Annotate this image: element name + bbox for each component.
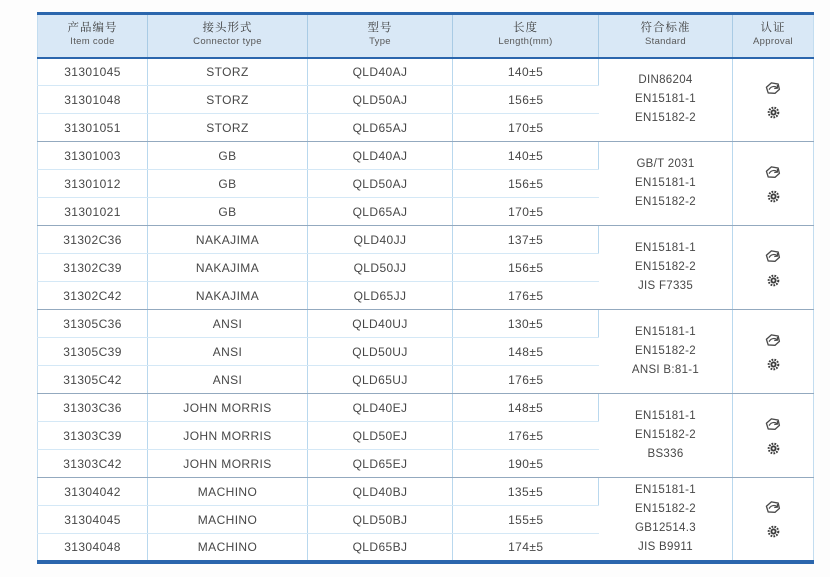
type-cell: QLD65AJ bbox=[308, 114, 453, 142]
standard-line: EN15181-1 bbox=[635, 410, 696, 422]
standard-line: ANSI B:81-1 bbox=[631, 364, 700, 376]
certificate-swoosh-icon bbox=[764, 332, 782, 348]
standards-cell bbox=[599, 142, 733, 226]
type-cell: QLD65JJ bbox=[308, 282, 453, 310]
header-row bbox=[38, 14, 814, 58]
item-code-cell: 31304045 bbox=[38, 506, 148, 534]
length-cell: 174±5 bbox=[453, 534, 599, 562]
connector-type-cell: ANSI bbox=[148, 338, 308, 366]
connector-type-cell: STORZ bbox=[148, 58, 308, 86]
approval-cell bbox=[733, 142, 814, 226]
gear-badge-icon bbox=[764, 357, 782, 372]
gear-badge-icon bbox=[764, 105, 782, 120]
standards-cell bbox=[599, 478, 733, 562]
approval-cell bbox=[733, 226, 814, 310]
header-approval-en: Approval bbox=[753, 36, 793, 48]
connector-type-cell: NAKAJIMA bbox=[148, 254, 308, 282]
approval-cell bbox=[733, 394, 814, 478]
table-header bbox=[38, 14, 814, 58]
gear-badge-icon bbox=[764, 441, 782, 456]
table-row bbox=[38, 310, 814, 338]
standard-line: EN15181-1 bbox=[635, 177, 696, 189]
length-cell: 140±5 bbox=[453, 142, 599, 170]
header-item-code-en: Item code bbox=[70, 36, 115, 48]
length-cell: 148±5 bbox=[453, 394, 599, 422]
standard-line: EN15181-1 bbox=[635, 326, 696, 338]
length-cell: 170±5 bbox=[453, 198, 599, 226]
header-standard-en: Standard bbox=[645, 36, 686, 48]
header-type bbox=[308, 14, 453, 58]
type-cell: QLD65EJ bbox=[308, 450, 453, 478]
table-body bbox=[38, 58, 814, 562]
standard-line: EN15181-1 bbox=[635, 93, 696, 106]
standard-line: EN15182-2 bbox=[635, 196, 696, 208]
connector-type-cell: JOHN MORRIS bbox=[148, 422, 308, 450]
type-cell: QLD50UJ bbox=[308, 338, 453, 366]
header-approval bbox=[733, 14, 814, 58]
connector-type-cell: STORZ bbox=[148, 86, 308, 114]
item-code-cell: 31301021 bbox=[38, 198, 148, 226]
header-connector-type bbox=[148, 14, 308, 58]
type-cell: QLD50JJ bbox=[308, 254, 453, 282]
coupling-table bbox=[37, 12, 814, 564]
standard-line: GB/T 2031 bbox=[636, 158, 695, 170]
certificate-swoosh-icon bbox=[764, 416, 782, 432]
connector-type-cell: STORZ bbox=[148, 114, 308, 142]
type-cell: QLD40BJ bbox=[308, 478, 453, 506]
gear-badge-icon bbox=[764, 273, 782, 288]
header-item-code-zh: 产品编号 bbox=[67, 22, 118, 35]
length-cell: 156±5 bbox=[453, 254, 599, 282]
item-code-cell: 31305C39 bbox=[38, 338, 148, 366]
table-row bbox=[38, 142, 814, 170]
item-code-cell: 31303C36 bbox=[38, 394, 148, 422]
type-cell: QLD65BJ bbox=[308, 534, 453, 562]
type-cell: QLD50AJ bbox=[308, 86, 453, 114]
standard-line: JIS B9911 bbox=[638, 540, 693, 553]
certificate-swoosh-icon bbox=[764, 80, 782, 96]
item-code-cell: 31301051 bbox=[38, 114, 148, 142]
header-length-zh: 长度 bbox=[513, 22, 538, 35]
type-cell: QLD65UJ bbox=[308, 366, 453, 394]
item-code-cell: 31302C42 bbox=[38, 282, 148, 310]
standard-line: EN15182-2 bbox=[635, 429, 696, 441]
approval-cell bbox=[733, 310, 814, 394]
header-connector-type-en: Connector type bbox=[193, 36, 262, 48]
standard-line: EN15182-2 bbox=[635, 261, 696, 273]
connector-type-cell: JOHN MORRIS bbox=[148, 394, 308, 422]
header-length bbox=[453, 14, 599, 58]
length-cell: 176±5 bbox=[453, 422, 599, 450]
standards-cell bbox=[599, 310, 733, 394]
connector-type-cell: GB bbox=[148, 198, 308, 226]
item-code-cell: 31303C42 bbox=[38, 450, 148, 478]
standards-cell bbox=[599, 226, 733, 310]
length-cell: 176±5 bbox=[453, 282, 599, 310]
item-code-cell: 31304048 bbox=[38, 534, 148, 562]
connector-type-cell: NAKAJIMA bbox=[148, 282, 308, 310]
type-cell: QLD40EJ bbox=[308, 394, 453, 422]
connector-type-cell: MACHINO bbox=[148, 534, 308, 562]
standard-line: JIS F7335 bbox=[637, 280, 694, 292]
length-cell: 130±5 bbox=[453, 310, 599, 338]
header-length-en: Length(mm) bbox=[498, 36, 553, 48]
connector-type-cell: MACHINO bbox=[148, 506, 308, 534]
type-cell: QLD40AJ bbox=[308, 58, 453, 86]
header-item-code bbox=[38, 14, 148, 58]
standard-line: EN15182-2 bbox=[635, 112, 696, 125]
item-code-cell: 31302C39 bbox=[38, 254, 148, 282]
connector-type-cell: MACHINO bbox=[148, 478, 308, 506]
gear-badge-icon bbox=[764, 524, 782, 539]
standard-line: BS336 bbox=[647, 448, 684, 460]
certificate-swoosh-icon bbox=[764, 248, 782, 264]
length-cell: 137±5 bbox=[453, 226, 599, 254]
length-cell: 190±5 bbox=[453, 450, 599, 478]
item-code-cell: 31301003 bbox=[38, 142, 148, 170]
length-cell: 140±5 bbox=[453, 58, 599, 86]
type-cell: QLD65AJ bbox=[308, 198, 453, 226]
standards-cell bbox=[599, 58, 733, 142]
certificate-swoosh-icon bbox=[764, 164, 782, 180]
connector-type-cell: NAKAJIMA bbox=[148, 226, 308, 254]
header-type-en: Type bbox=[369, 36, 391, 48]
connector-type-cell: JOHN MORRIS bbox=[148, 450, 308, 478]
approval-cell bbox=[733, 478, 814, 562]
gear-badge-icon bbox=[764, 189, 782, 204]
type-cell: QLD50BJ bbox=[308, 506, 453, 534]
header-type-zh: 型号 bbox=[367, 22, 393, 35]
header-approval-zh: 认证 bbox=[760, 22, 786, 35]
header-connector-type-zh: 接头形式 bbox=[202, 22, 253, 35]
item-code-cell: 31303C39 bbox=[38, 422, 148, 450]
length-cell: 155±5 bbox=[453, 506, 599, 534]
table-row bbox=[38, 226, 814, 254]
item-code-cell: 31301048 bbox=[38, 86, 148, 114]
length-cell: 148±5 bbox=[453, 338, 599, 366]
standard-line: EN15181-1 bbox=[635, 242, 696, 254]
connector-type-cell: GB bbox=[148, 142, 308, 170]
length-cell: 156±5 bbox=[453, 170, 599, 198]
length-cell: 156±5 bbox=[453, 86, 599, 114]
item-code-cell: 31301012 bbox=[38, 170, 148, 198]
type-cell: QLD50AJ bbox=[308, 170, 453, 198]
type-cell: QLD40JJ bbox=[308, 226, 453, 254]
item-code-cell: 31302C36 bbox=[38, 226, 148, 254]
header-standard bbox=[599, 14, 733, 58]
item-code-cell: 31305C42 bbox=[38, 366, 148, 394]
standard-line: EN15182-2 bbox=[635, 502, 696, 515]
type-cell: QLD40UJ bbox=[308, 310, 453, 338]
type-cell: QLD40AJ bbox=[308, 142, 453, 170]
product-spec-table bbox=[37, 12, 813, 564]
connector-type-cell: GB bbox=[148, 170, 308, 198]
standard-line: EN15182-2 bbox=[635, 345, 696, 357]
table-row bbox=[38, 58, 814, 86]
length-cell: 176±5 bbox=[453, 366, 599, 394]
length-cell: 135±5 bbox=[453, 478, 599, 506]
standards-cell bbox=[599, 394, 733, 478]
standard-line: GB12514.3 bbox=[635, 521, 696, 534]
table-row bbox=[38, 478, 814, 506]
standard-line: EN15181-1 bbox=[635, 483, 696, 496]
certificate-swoosh-icon bbox=[764, 499, 782, 515]
connector-type-cell: ANSI bbox=[148, 310, 308, 338]
type-cell: QLD50EJ bbox=[308, 422, 453, 450]
header-standard-zh: 符合标准 bbox=[640, 22, 691, 35]
length-cell: 170±5 bbox=[453, 114, 599, 142]
connector-type-cell: ANSI bbox=[148, 366, 308, 394]
item-code-cell: 31305C36 bbox=[38, 310, 148, 338]
standard-line: DIN86204 bbox=[638, 74, 693, 87]
table-row bbox=[38, 394, 814, 422]
item-code-cell: 31301045 bbox=[38, 58, 148, 86]
item-code-cell: 31304042 bbox=[38, 478, 148, 506]
approval-cell bbox=[733, 58, 814, 142]
